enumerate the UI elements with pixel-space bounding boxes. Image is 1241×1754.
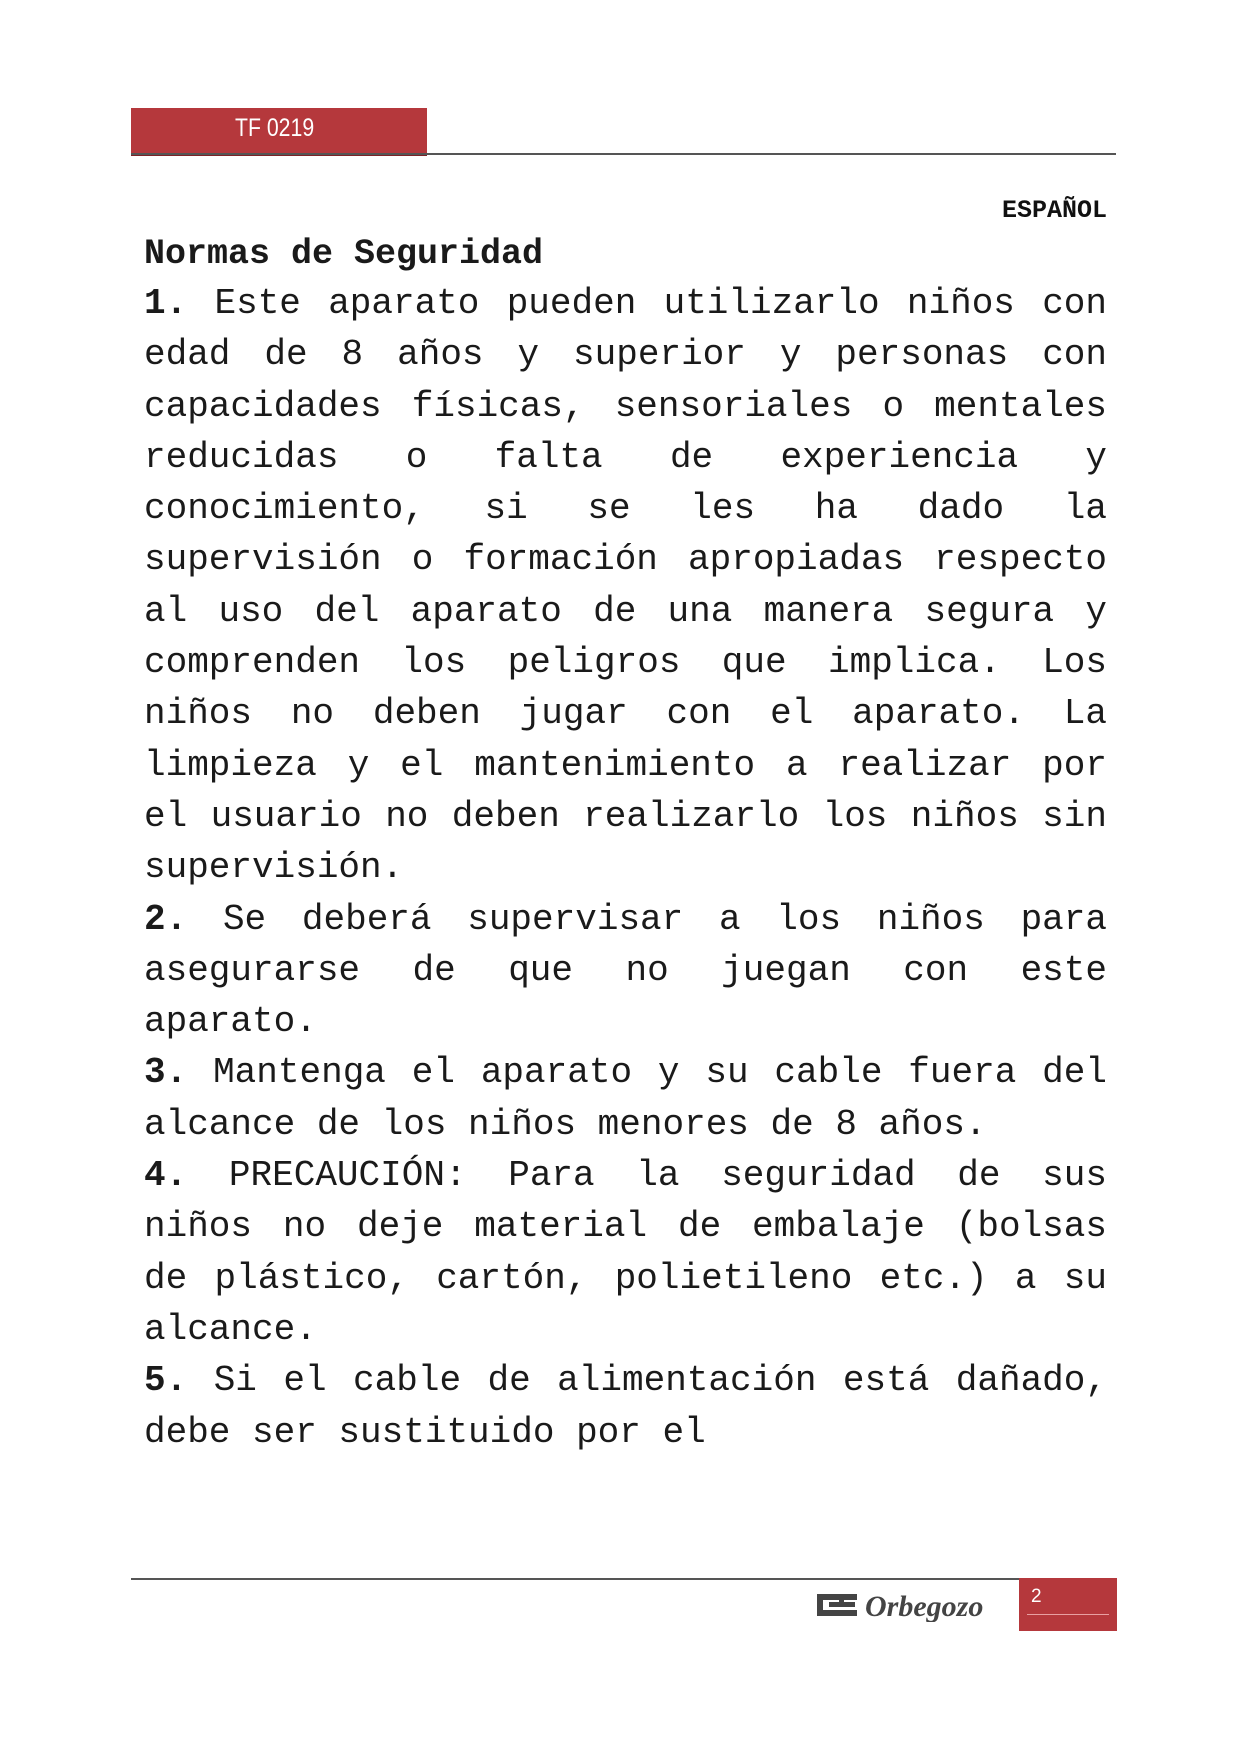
page-number: 2	[1031, 1586, 1042, 1607]
page-number-box	[1019, 1578, 1117, 1631]
list-item	[144, 1047, 1107, 1150]
item-number: 5.	[144, 1360, 188, 1402]
item-text: Se deberá supervisar a los niños para asegurarse de que no juegan con este aparato.	[144, 898, 1107, 1043]
safety-list	[144, 278, 1107, 1458]
item-text: Si el cable de alimentación está dañado, debe ser sustituido por el	[144, 1360, 1107, 1453]
language-label: ESPAÑOL	[1001, 196, 1107, 225]
list-item	[144, 1355, 1107, 1458]
page-title: Normas de Seguridad	[144, 234, 544, 274]
footer-rule	[131, 1578, 1116, 1580]
header-rule	[131, 153, 1116, 155]
page-box-rule	[1027, 1614, 1109, 1615]
list-item	[144, 278, 1107, 894]
item-number: 1.	[144, 283, 188, 324]
list-item	[144, 894, 1107, 1048]
item-text: Mantenga el aparato y su cable fuera del alcance de los niños menores de 8 años.	[144, 1052, 1107, 1145]
item-number: 2.	[144, 898, 188, 940]
model-label: TF 0219	[235, 114, 315, 142]
item-number: 4.	[144, 1155, 188, 1197]
orbegozo-logo-icon	[815, 1586, 1005, 1622]
header-tab	[131, 108, 427, 156]
page-content	[144, 230, 1107, 1458]
item-text: Este aparato pueden utilizarlo niños con edad de 8 años y superior y personas con capacidades físicas, sensoriales o mentales reducidas o falta de experiencia y conocimiento, si se les ha dado la supervisión o formación apropiadas respecto al uso del aparato de una manera segura y comprenden los peligros que implica. Los niños no deben jugar con el aparato. La limpieza y el mantenimiento a realizar por el usuario no deben realizarlo los niños sin supervisión.	[144, 283, 1107, 889]
item-number: 3.	[144, 1052, 188, 1094]
item-text: PRECAUCIÓN: Para la seguridad de sus niños no deje material de embalaje (bolsas de plástico, cartón, polietileno etc.) a su alcance.	[144, 1155, 1107, 1350]
list-item	[144, 1150, 1107, 1355]
brand-logotype: Orbegozo	[865, 1590, 984, 1622]
